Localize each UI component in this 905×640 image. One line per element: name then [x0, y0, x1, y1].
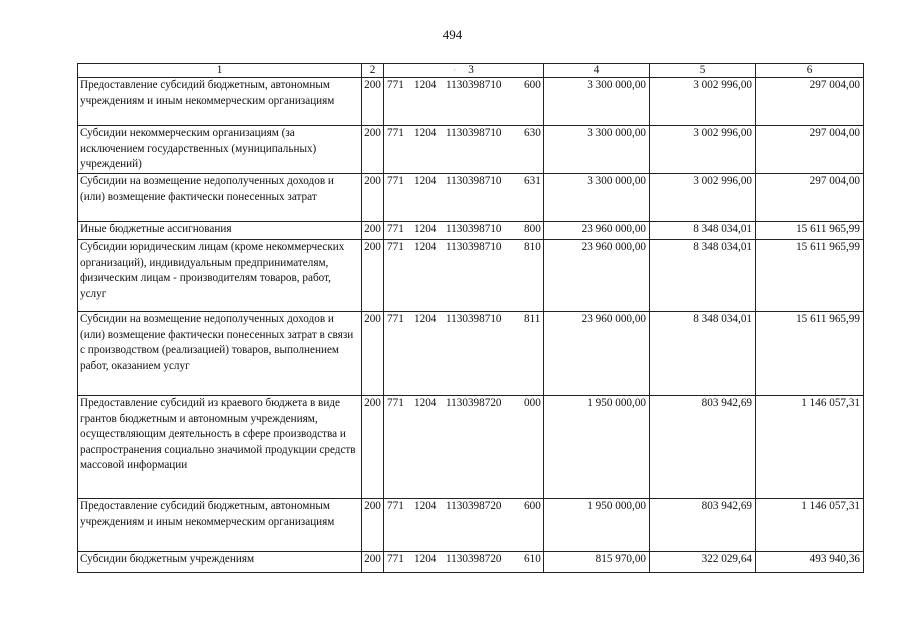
row-section: 200	[362, 396, 384, 499]
code-division: 1204	[414, 175, 437, 187]
row-code	[384, 222, 544, 240]
code-type: 631	[524, 175, 541, 187]
row-plan: 23 960 000,00	[544, 222, 650, 240]
row-remainder: 15 611 965,99	[756, 312, 864, 396]
row-name: Предоставление субсидий из краевого бюджета в виде грантов бюджетным и автономным учреждениям, осуществляющим деятельность в сфере производства и распространения социально значимой продукции средств массовой информации	[78, 396, 362, 499]
row-executed: 3 002 996,00	[650, 78, 756, 126]
code-target: 1130398720	[446, 553, 502, 565]
row-remainder: 1 146 057,31	[756, 499, 864, 552]
code-division: 1204	[414, 500, 437, 512]
row-plan: 23 960 000,00	[544, 312, 650, 396]
row-name: Предоставление субсидий бюджетным, автономным учреждениям и иным некоммерческим организациям	[78, 499, 362, 552]
row-plan: 815 970,00	[544, 552, 650, 573]
header-col-3: · 3	[384, 64, 544, 78]
code-type: 800	[524, 223, 541, 235]
code-target: 1130398710	[446, 127, 502, 139]
code-type: 600	[524, 500, 541, 512]
row-name: Иные бюджетные ассигнования	[78, 222, 362, 240]
code-target: 1130398710	[446, 241, 502, 253]
code-target: 1130398720	[446, 500, 502, 512]
code-type: 600	[524, 79, 541, 91]
code-division: 1204	[414, 397, 437, 409]
code-admin: 771	[387, 397, 404, 409]
code-division: 1204	[414, 553, 437, 565]
row-executed: 803 942,69	[650, 396, 756, 499]
row-section: 200	[362, 222, 384, 240]
row-code	[384, 396, 544, 499]
row-code	[384, 499, 544, 552]
row-section: 200	[362, 174, 384, 222]
table-row	[78, 222, 864, 240]
code-type: 630	[524, 127, 541, 139]
table-row	[78, 174, 864, 222]
code-target: 1130398710	[446, 223, 502, 235]
row-plan: 3 300 000,00	[544, 78, 650, 126]
code-division: 1204	[414, 223, 437, 235]
header-col-5: 5	[650, 64, 756, 78]
row-remainder: 15 611 965,99	[756, 222, 864, 240]
row-executed: 3 002 996,00	[650, 174, 756, 222]
row-remainder: 15 611 965,99	[756, 240, 864, 312]
table-row	[78, 312, 864, 396]
code-admin: 771	[387, 500, 404, 512]
row-remainder: 297 004,00	[756, 174, 864, 222]
table-row	[78, 396, 864, 499]
code-target: 1130398710	[446, 175, 502, 187]
row-plan: 1 950 000,00	[544, 499, 650, 552]
row-remainder: 493 940,36	[756, 552, 864, 573]
code-admin: 771	[387, 127, 404, 139]
code-type: 610	[524, 553, 541, 565]
row-executed: 3 002 996,00	[650, 126, 756, 174]
code-division: 1204	[414, 313, 437, 325]
row-executed: 8 348 034,01	[650, 222, 756, 240]
code-target: 1130398720	[446, 397, 502, 409]
row-executed: 8 348 034,01	[650, 240, 756, 312]
code-admin: 771	[387, 241, 404, 253]
code-division: 1204	[414, 127, 437, 139]
row-executed: 803 942,69	[650, 499, 756, 552]
header-col-2: 2	[362, 64, 384, 78]
row-code	[384, 174, 544, 222]
code-admin: 771	[387, 223, 404, 235]
row-plan: 1 950 000,00	[544, 396, 650, 499]
code-type: 811	[524, 313, 541, 325]
row-section: 200	[362, 78, 384, 126]
table-row	[78, 126, 864, 174]
row-section: 200	[362, 240, 384, 312]
row-remainder: 297 004,00	[756, 78, 864, 126]
code-division: 1204	[414, 241, 437, 253]
row-remainder: 1 146 057,31	[756, 396, 864, 499]
row-name: Предоставление субсидий бюджетным, автономным учреждениям и иным некоммерческим организациям	[78, 78, 362, 126]
row-section: 200	[362, 499, 384, 552]
row-executed: 8 348 034,01	[650, 312, 756, 396]
header-col-1: 1	[78, 64, 362, 78]
row-code	[384, 312, 544, 396]
row-name: Субсидии бюджетным учреждениям	[78, 552, 362, 573]
row-section: 200	[362, 312, 384, 396]
row-code	[384, 78, 544, 126]
table-row	[78, 240, 864, 312]
row-name: Субсидии юридическим лицам (кроме некоммерческих организаций), индивидуальным предпринимателям, физическим лицам - производителям товаров, работ, услуг	[78, 240, 362, 312]
row-remainder: 297 004,00	[756, 126, 864, 174]
budget-table	[77, 63, 864, 573]
row-plan: 3 300 000,00	[544, 174, 650, 222]
code-type: 810	[524, 241, 541, 253]
table-row	[78, 78, 864, 126]
table-row	[78, 552, 864, 573]
row-section: 200	[362, 126, 384, 174]
table-header-row	[78, 64, 864, 78]
header-col-3-label: 3	[468, 64, 474, 76]
row-plan: 23 960 000,00	[544, 240, 650, 312]
row-name: Субсидии на возмещение недополученных доходов и (или) возмещение фактически понесенных затрат в связи с производством (реализацией) товаров, выполнением работ, оказанием услуг	[78, 312, 362, 396]
code-admin: 771	[387, 175, 404, 187]
row-code	[384, 126, 544, 174]
code-type: 000	[524, 397, 541, 409]
header-col-4: 4	[544, 64, 650, 78]
code-target: 1130398710	[446, 313, 502, 325]
row-section: 200	[362, 552, 384, 573]
code-admin: 771	[387, 553, 404, 565]
row-code	[384, 552, 544, 573]
table-row	[78, 499, 864, 552]
row-name: Субсидии на возмещение недополученных доходов и (или) возмещение фактически понесенных затрат	[78, 174, 362, 222]
code-admin: 771	[387, 313, 404, 325]
header-col-6: 6	[756, 64, 864, 78]
row-name: Субсидии некоммерческим организациям (за исключением государственных (муниципальных) учреждений)	[78, 126, 362, 174]
code-division: 1204	[414, 79, 437, 91]
page-number: 494	[442, 27, 463, 42]
row-code	[384, 240, 544, 312]
code-admin: 771	[387, 79, 404, 91]
row-plan: 3 300 000,00	[544, 126, 650, 174]
code-target: 1130398710	[446, 79, 502, 91]
row-executed: 322 029,64	[650, 552, 756, 573]
